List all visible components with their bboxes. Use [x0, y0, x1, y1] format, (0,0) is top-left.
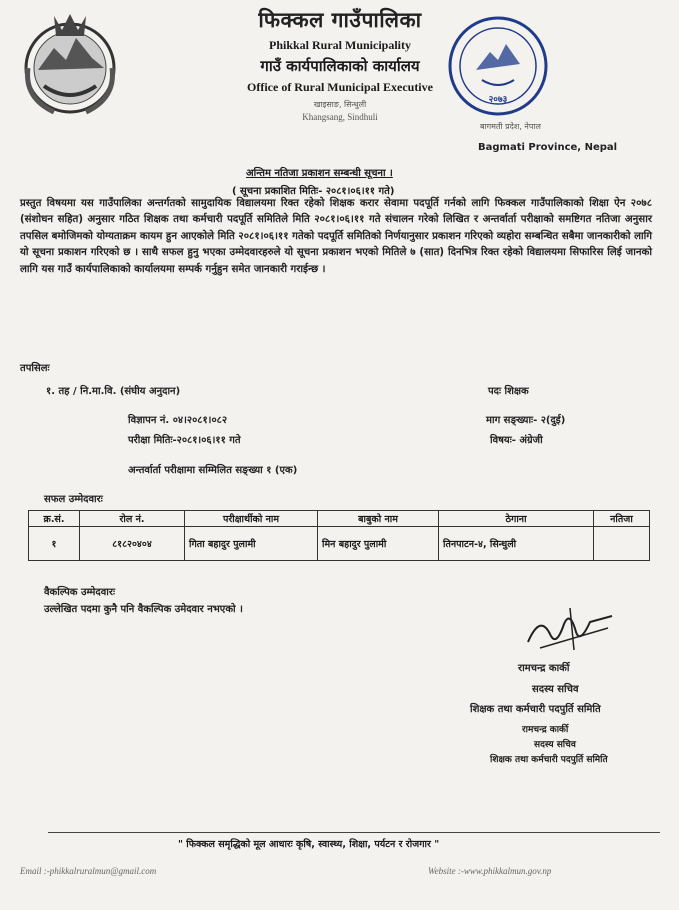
footer-divider — [48, 832, 660, 833]
stamp-committee: शिक्षक तथा कर्मचारी पदपुर्ति समिति — [490, 755, 608, 765]
level-text: १. तह / नि.मा.वि. (संघीय अनुदान) — [46, 386, 181, 397]
municipality-title-np: फिक्कल गाउँपालिका — [258, 8, 422, 32]
office-title-en: Office of Rural Municipal Executive — [247, 80, 433, 94]
notice-paragraph: प्रस्तुत विषयमा यस गाउँपालिका अन्तर्गतको सामुदायिक विद्यालयमा रिक्त रहेको शिक्षक करार सेवामा पदपूर्ति गर्नको लागि फिक्कल गाउँपालिकाको शिक्षा ऐन २०७८ (संशोधन सहित) अनुसार गठित शिक्षक तथा कर्मचारी पदपूर्ति समितिले मिति २०८१।०६।११ गते संचालन गरेको लिखित र अन्तर्वार्ता परीक्षाको समष्टिगत नतिजा अनुसार तपसिल बमोजिमको योग्यताक्रम कायम हुन आएकोले मिति २०८१।०६।११ गतेको पदपूर्ति समितिको निर्णयानुसार प्रकाशन गरिएको व्यहोरा सम्बन्धित सबैमा जानकारीको लागि यो सूचना प्रकाशन गरिएको छ । साथै सफल हुनु भएका उम्मेदवारहरुले यो सूचना प्रकाशन भएको मितिले ७ (सात) दिनभित्र रिक्त रहेको विद्यालयमा सिफारिस लिई जानको लागि यस गाउँ कार्यपालिकाको कार्यालयमा सम्पर्क गर्नुहुन समेत जानकारी गराईन्छ । — [20, 198, 652, 275]
letterhead — [190, 6, 490, 122]
stamp-name: रामचन्द्र कार्की — [522, 725, 569, 735]
alternate-text: उल्लेखित पदमा कुनै पनि वैकल्पिक उमेदवार नभएको । — [44, 604, 243, 615]
alternate-heading: वैकल्पिक उम्मेदवारः — [44, 587, 115, 598]
office-title-np: गाउँ कार्यपालिकाको कार्यालय — [260, 57, 420, 75]
subject-text: विषयः- अंग्रेजी — [490, 435, 543, 446]
signer-name: रामचन्द्र कार्की — [518, 663, 570, 674]
exam-date: परीक्षा मितिः-२०८१।०६।११ गते — [128, 435, 241, 446]
municipality-title-en: Phikkal Rural Municipality — [268, 38, 412, 52]
table-row — [29, 527, 650, 561]
table-header-row — [29, 511, 650, 527]
notice-date: ( सूचना प्रकाशित मितिः- २०८१।०६।११ गते) — [232, 186, 395, 197]
col-header: ठेगाना — [439, 511, 594, 527]
notice-title: अन्तिम नतिजा प्रकाशन सम्बन्धी सूचना । — [246, 168, 393, 179]
col-header: नतिजा — [594, 511, 650, 527]
demand-count: माग सङ्ख्याः- २(दुई) — [486, 415, 566, 426]
nepal-emblem-icon — [14, 8, 126, 120]
location-np: खाइसाङ, सिन्धुली — [313, 100, 367, 109]
seal-year: २०७३ — [488, 95, 508, 105]
interview-count: अन्तर्वार्ता परीक्षामा सम्मिलित सङ्ख्या १ (एक) — [128, 465, 298, 476]
cell-candidate-name: गिता बहादुर पुलामी — [185, 527, 318, 561]
signer-role: सदस्य सचिव — [532, 684, 579, 695]
signer-committee: शिक्षक तथा कर्मचारी पदपुर्ति समिति — [470, 704, 601, 715]
footer-slogan: " फिक्कल समृद्धिको मूल आधारः कृषि, स्वास्थ्य, शिक्षा, पर्यटन र रोजगार " — [178, 839, 440, 850]
col-header: बाबुको नाम — [318, 511, 439, 527]
handwritten-signature-icon — [520, 604, 620, 654]
footer-email: Email :-phikkalruralmun@gmail.com — [20, 866, 157, 876]
province-en: Bagmati Province, Nepal — [478, 142, 618, 153]
footer-website: Website :-www.phikkalmun.gov.np — [428, 866, 552, 876]
stamp-role: सदस्य सचिव — [534, 740, 576, 750]
ad-number: विज्ञापन नं. ०४।२०८१।०८२ — [128, 415, 228, 426]
province-np: बागमती प्रदेश, नेपाल — [480, 122, 541, 131]
col-header: परीक्षार्थीको नाम — [185, 511, 318, 527]
col-header: क्र.सं. — [29, 511, 80, 527]
col-header: रोल नं. — [80, 511, 185, 527]
official-seal-icon — [446, 14, 550, 118]
tapasil-label: तपसिलः — [20, 363, 50, 374]
post-text: पदः शिक्षक — [488, 386, 529, 397]
cell-father-name: मिन बहादुर पुलामी — [318, 527, 439, 561]
cell-serial: १ — [29, 527, 80, 561]
cell-roll: ८१८२०४०४ — [80, 527, 185, 561]
cell-result — [594, 527, 650, 561]
cell-address: तिनपाटन-४, सिन्धुली — [439, 527, 594, 561]
success-heading: सफल उम्मेदवारः — [44, 494, 103, 505]
results-table — [28, 510, 650, 561]
location-en: Khangsang, Sindhuli — [302, 112, 378, 122]
